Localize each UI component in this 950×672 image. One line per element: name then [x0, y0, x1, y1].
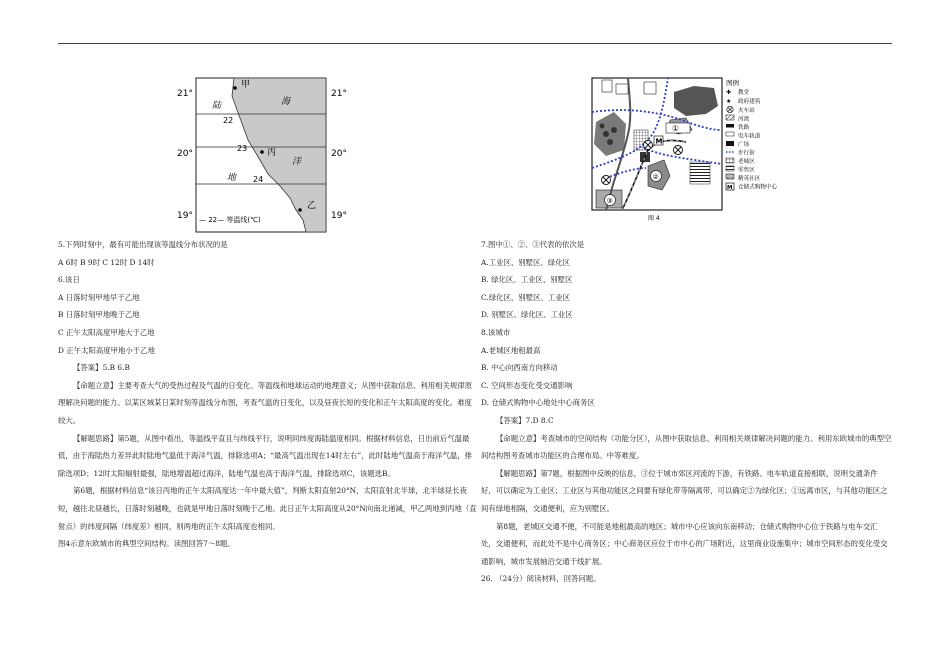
- square-block-3: [644, 82, 656, 94]
- point-bing-label: 丙: [267, 148, 277, 158]
- answer-5-6: 【答案】5.B 6.B: [73, 363, 130, 373]
- legend-mall-m: M: [727, 185, 733, 191]
- legend: [726, 88, 778, 191]
- legend-square: 广场: [738, 142, 750, 148]
- question-6-option-c: C 正午太阳高度甲地大于乙地: [58, 327, 155, 337]
- question-26: 26. （24分）阅读材料，回答问题。: [481, 574, 601, 584]
- point-jia-dot: [233, 86, 237, 90]
- legend-river: 河流: [738, 116, 750, 123]
- figure-4-intro: 图4示意东欧城市的典型空间结构。读图回答7～8题。: [58, 539, 235, 549]
- answer-7-8: 【答案】7.D 8.C: [496, 415, 554, 425]
- label-sea-2: 洋: [292, 157, 302, 167]
- point-yi-dot: [298, 208, 302, 212]
- question-6-option-d: D 正午太阳高度甲地小于乙地: [58, 345, 155, 355]
- lat-right-21: 21°: [331, 89, 347, 99]
- legend-elite: 精英社区: [738, 176, 761, 182]
- legend-title: 图例: [726, 79, 739, 87]
- question-8-option-a: A.老城区地租最高: [481, 345, 541, 355]
- lat-left-19: 19°: [177, 211, 193, 221]
- question-7-option-d: D. 别墅区、绿化区、工业区: [481, 310, 573, 320]
- question-6-option-a: A 日落时刻甲地早于乙地: [58, 292, 140, 302]
- lat-right-19: 19°: [331, 211, 347, 221]
- legend-oldtown: 老城区: [738, 159, 755, 165]
- left-column: [58, 236, 478, 553]
- lat-right-20: 20°: [331, 149, 347, 159]
- zone-1-label: ①: [672, 124, 680, 133]
- label-land-1: 陆: [212, 101, 222, 111]
- solution-8: 第8题，老城区交通不便，不可能是地租最高的地区；城市中心应该向东南移动；仓储式购物中心位于铁路与电车交汇处，交通便利，而此处不是中心商务区；中心商务区应位于市中心的广场附近，这里商业设施集中；城市空间形态的变化受交通影响，城市发展轴沿交通干线扩展。: [481, 521, 888, 566]
- zone-2-label: ②: [652, 173, 659, 181]
- legend-mall: 仓储式购物中心: [738, 184, 778, 191]
- question-6: 6.该日: [58, 275, 80, 285]
- solution-7: 【解题思路】第7题，根据图中反映的信息，③位于城市郊区河流的下游，有铁路、电车轨道直接相联，说明交通条件好，可以确定为工业区；工业区与其他功能区之间要有绿化带等隔离带，可以确定②为绿化区；①远离市区，与其他功能区之间有绿地相隔，交通便利，应为别墅区。: [481, 468, 888, 513]
- question-6-option-b: B 日落时刻甲地晚于乙地: [58, 310, 140, 320]
- question-7-option-a: A.工业区、别墅区、绿化区: [481, 257, 570, 267]
- intent-5-6: 【命题立意】主要考查大气的受热过程及气温的日变化、等温线和地球运动的地理意义；从图中获取信息、利用相关规律原理解决问题的能力。以某区域某日某时刻等温线分布图，考查气温的日变化，以及昼夜长短的变化和正午太阳高度的变化。难度较大。: [58, 380, 473, 425]
- right-column: [481, 236, 892, 588]
- question-8: 8.该城市: [481, 327, 511, 337]
- question-7: 7.图中①、②、③代表的依次是: [481, 240, 585, 249]
- elite-block-east: [690, 162, 710, 184]
- mall-m-label: M: [655, 137, 663, 146]
- legend-church: 教堂: [738, 90, 750, 96]
- legend-tram: 电车轨道: [738, 133, 761, 140]
- legend-railway: 铁路: [738, 125, 750, 131]
- solution-6: 第6题，根据材料信息“该日丙地的正午太阳高度达一年中最大值”，判断太阳直射20°N，太阳直射北半球，北半球昼长夜短，越往北昼越长，日落时刻越晚，也就是甲地日落时刻晚于乙地。此日正午太阳高度从20°N向南北递减，甲乙两地到丙地（直射点）的纬度间隔（纬度差）相同，则两地的正午太阳高度也相同。: [58, 486, 477, 531]
- isotherm-legend: — 22— 等温线(℃): [199, 216, 261, 224]
- legend-church-icon: ✚: [726, 89, 732, 96]
- question-8-option-b: B. 中心向西南方向移动: [481, 363, 558, 373]
- label-land-2: 地: [227, 173, 237, 183]
- square-block-2: [616, 84, 628, 94]
- legend-government-icon: ★: [726, 98, 732, 105]
- question-8-option-c: C. 空间形态变化受交通影响: [481, 380, 573, 390]
- iso-label-23: 23: [237, 144, 248, 153]
- iso-label-24: 24: [253, 175, 264, 184]
- intent-7-8: 【命题立意】考查城市的空间结构（功能分区），从图中获取信息、利用相关规律解决问题的能力。利用东欧城市的典型空间结构图考查城市功能区的合理布局。中等难度。: [481, 433, 892, 461]
- question-5: 5.下列时刻中，最有可能出现该等温线分布状况的是: [58, 240, 228, 249]
- legend-station: 火车站: [738, 108, 755, 114]
- point-jia-label: 甲: [241, 80, 251, 90]
- question-7-option-c: C.绿化区、别墅区、工业区: [481, 292, 571, 302]
- iso-label-22: 22: [223, 116, 234, 125]
- question-8-option-d: D. 仓储式购物中心地处中心商务区: [481, 398, 595, 408]
- question-7-option-b: B. 绿化区、工业区、别墅区: [481, 275, 573, 285]
- point-bing-dot: [260, 150, 264, 154]
- isotherm-figure: [168, 74, 358, 236]
- city-structure-figure: [582, 72, 790, 224]
- legend-walkway: 步行街: [738, 150, 755, 157]
- point-yi-label: 乙: [307, 201, 317, 211]
- solution-5: 【解题思路】第5题，从图中看出，等温线平直且与纬线平行，说明同纬度海陆温度相同。根据材料信息，日出前后气温最低，由于海陆热力差异此时陆地气温低于海洋气温，排除选项A；“最高气温出现在14时左右”，此时陆地气温高于海洋气温，排除选项D；12时太阳辐射最强，陆地增温超过海洋，陆地气温也高于海洋气温，排除选项C，该题选B。: [58, 433, 473, 478]
- legend-retail: 零售区: [738, 167, 755, 174]
- zone-3-label: ③: [606, 197, 613, 205]
- lat-left-20: 20°: [177, 149, 193, 159]
- legend-government: 政府建筑: [738, 99, 761, 105]
- lat-left-21: 21°: [177, 89, 193, 99]
- question-5-options: A 6时 B 9时 C 12时 D 14时: [58, 257, 155, 267]
- label-sea-1: 海: [281, 97, 291, 107]
- figure-caption: 图 4: [648, 215, 660, 222]
- top-rule: [58, 43, 892, 44]
- square-block: [602, 80, 612, 92]
